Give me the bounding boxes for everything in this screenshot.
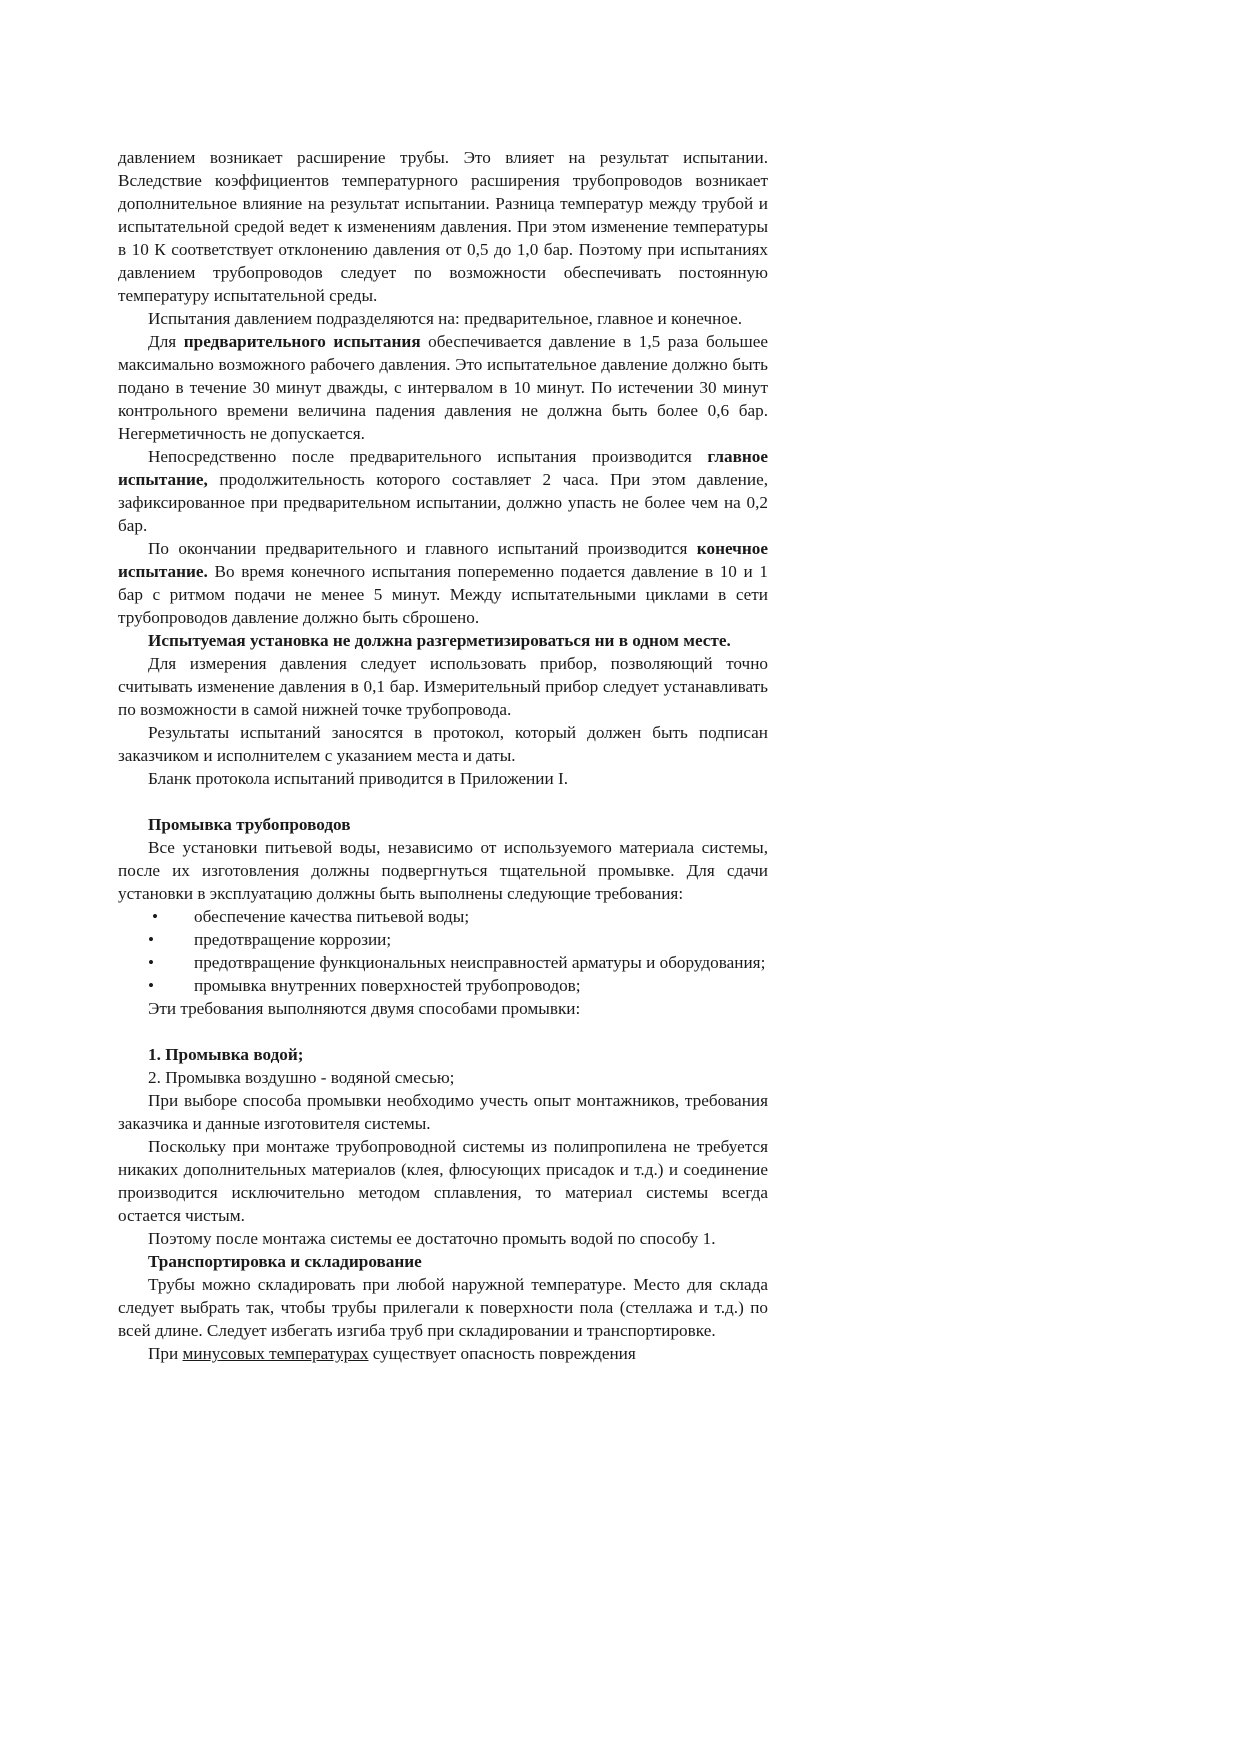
paragraph-no-leak xyxy=(118,629,768,652)
list-item xyxy=(118,951,768,974)
text: Во время конечного испытания попеременно подается давление в 10 и 1 бар с ритмом подачи не менее 5 минут. Между испытательными циклами в сети трубопроводов давление должно быть сброшено. xyxy=(118,562,768,627)
paragraph-protocol-form: Бланк протокола испытаний приводится в Приложении I. xyxy=(148,769,569,788)
text: Для xyxy=(148,332,184,351)
text: продолжительность которого составляет 2 часа. При этом давление, зафиксированное при предварительном испытании, должно упасть не более чем на 0,2 бар. xyxy=(118,470,768,535)
paragraph-method-choice: При выборе способа промывки необходимо учесть опыт монтажников, требования заказчика и данные изготовителя системы. xyxy=(118,1091,768,1133)
paragraph-protocol: Результаты испытаний заносятся в протокол, который должен быть подписан заказчиком и исполнителем с указанием места и даты. xyxy=(118,723,768,765)
method-air-water-flushing: 2. Промывка воздушно - водяной смесью; xyxy=(148,1068,455,1087)
list-item xyxy=(118,905,768,928)
heading-flushing: Промывка трубопроводов xyxy=(148,815,351,834)
document-page xyxy=(118,146,768,1365)
paragraph-thermal-expansion: давлением возникает расширение трубы. Это влияет на результат испытании. Вследствие коэффициентов температурного расширения трубопроводов возникает дополнительное влияние на результат испытании. Разница температур между трубой и испытательной средой ведет к изменениям давления. При этом изменение температуры в 10 К соответствует отклонению давления от 0,5 до 1,0 бар. Поэтому при испытаниях давлением трубопроводов следует по возможности обеспечивать постоянную температуру испытательной среды. xyxy=(118,148,768,305)
list-item-text: обеспечение качества питьевой воды; xyxy=(194,907,470,926)
list-item xyxy=(118,928,768,951)
bullet-icon: • xyxy=(152,907,159,926)
bold-text: главное испытание, xyxy=(118,447,768,489)
text: существует опасность повреждения xyxy=(368,1344,636,1363)
bullet-icon: • xyxy=(148,976,155,995)
text: обеспечивается давление в 1,5 раза большее максимально возможного рабочего давления. Это испытательное давление должно быть подано в течение 30 минут дважды, с интервалом в 10 минут. По истечении 30 минут контрольного времени величина падения давления не должна быть более 0,6 бар. Негерметичность не допускается. xyxy=(118,332,768,443)
text: Непосредственно после предварительного испытания производится xyxy=(148,447,708,466)
bold-text: предварительного испытания xyxy=(183,332,421,351)
paragraph-preliminary-test xyxy=(118,330,768,445)
heading-transport-storage: Транспортировка и складирование xyxy=(148,1252,422,1271)
list-item-text: предотвращение функциональных неисправностей арматуры и оборудования; xyxy=(194,953,766,972)
text: При xyxy=(148,1344,183,1363)
paragraph-flushing-intro: Все установки питьевой воды, независимо от используемого материала системы, после их изготовления должны подвергнуться тщательной промывке. Для сдачи установки в эксплуатацию должны быть выполнены следующие требования: xyxy=(118,838,768,903)
bold-text: конечное испытание. xyxy=(118,539,768,581)
paragraph-storage: Трубы можно складировать при любой наружной температуре. Место для склада следует выбрать так, чтобы трубы прилегали к поверхности пола (стеллажа и т.д.) по всей длине. Следует избегать изгиба труб при складировании и транспортировке. xyxy=(118,1275,768,1340)
bullet-icon: • xyxy=(148,953,155,972)
paragraph-final-test xyxy=(118,537,768,629)
paragraph-pressure-measurement: Для измерения давления следует использовать прибор, позволяющий точно считывать изменение давления в 0,1 бар. Измерительный прибор следует устанавливать по возможности в самой нижней точке трубопровода. xyxy=(118,654,768,719)
underlined-text: минусовых температурах xyxy=(182,1344,369,1363)
list-item-text: промывка внутренних поверхностей трубопроводов; xyxy=(194,976,581,995)
text: По окончании предварительного и главного испытаний производится xyxy=(148,539,697,558)
list-item xyxy=(118,974,768,997)
list-item-text: предотвращение коррозии; xyxy=(194,930,392,949)
bold-text: Испытуемая установка не должна разгерметизироваться ни в одном месте. xyxy=(148,631,731,650)
spacer xyxy=(118,1020,768,1043)
paragraph-polypropylene: Поскольку при монтаже трубопроводной системы из полипропилена не требуется никаких дополнительных материалов (клея, флюсующих присадок и т.д.) и соединение производится исключительно методом сплавления, то материал системы всегда остается чистым. xyxy=(118,1137,768,1225)
bullet-icon: • xyxy=(148,930,155,949)
method-water-flushing: 1. Промывка водой; xyxy=(148,1045,304,1064)
paragraph-low-temperatures xyxy=(118,1342,768,1365)
paragraph-two-methods: Эти требования выполняются двумя способами промывки: xyxy=(148,999,581,1018)
spacer xyxy=(118,790,768,813)
paragraph-main-test xyxy=(118,445,768,537)
paragraph-flush-water: Поэтому после монтажа системы ее достаточно промыть водой по способу 1. xyxy=(148,1229,716,1248)
paragraph-test-types: Испытания давлением подразделяются на: предварительное, главное и конечное. xyxy=(148,309,743,328)
